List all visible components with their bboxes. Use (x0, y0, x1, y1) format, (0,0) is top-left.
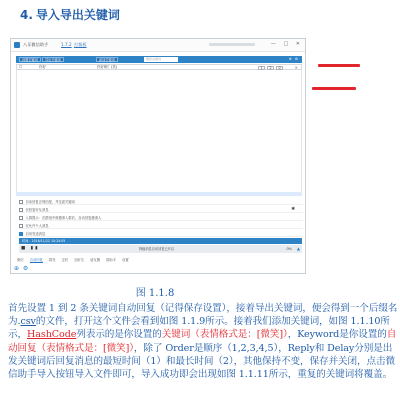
section-title: 导入导出关键词 (35, 8, 120, 22)
option-row[interactable] (19, 207, 303, 213)
tab-mass-send[interactable]: 群发 (48, 258, 56, 262)
app-title: 八乐微信助手 (23, 42, 49, 47)
row-checkbox-icon[interactable]: ☐ (19, 65, 23, 69)
keyword-toolbar (16, 56, 302, 63)
option-checkbox[interactable] (19, 208, 23, 212)
para-ext: csv (20, 316, 36, 328)
para-text: 的文件，打开这个文件会看到如图 1.1.9所示。接着我们添加关键词，如图 1.1.10所示， (8, 316, 390, 341)
title-user-info (209, 43, 255, 46)
para-text: ，Keyword是你设置的 (287, 329, 387, 341)
bottom-action-icons[interactable]: ⊕ ⚙ (14, 265, 30, 272)
option-checkbox[interactable] (19, 200, 23, 204)
bottom-tab-bar (17, 256, 303, 264)
app-screenshot (10, 38, 306, 274)
option-row[interactable] (19, 231, 303, 237)
row-reply: 你好啊！(笑) (97, 65, 118, 69)
option-row[interactable] (19, 215, 303, 221)
tab-settings[interactable]: 设置 (122, 258, 129, 262)
close-icon[interactable]: ✕ (295, 41, 303, 47)
para-text: 首先设置 1 到 2 条关键词自动回复（记得保存设置），接着导出关键词，便会得到一个后缀名为. (8, 303, 398, 328)
toolbar-action-icons[interactable]: ⊕ ⚙ (288, 57, 299, 61)
tab-schedule[interactable]: 定时 (61, 258, 69, 262)
para-text: ，除了 Order是顺序（1,2,3,4,5），Reply和 Delay分别是出发关键词后回复消息的最短时间（1）和最长时间（2），其他保持不变，保存并关闭，点击微信助手导入按钮导入文件即可，导入成功即会出现如图 1.1.11所示，重复的关键词将覆盖。 (8, 342, 395, 381)
figure-caption: 图 1.1.8 (135, 288, 175, 299)
row-reply-count-field[interactable]: 2 (267, 66, 274, 71)
player-status-text: 特输消息自动回复已开启 (139, 247, 175, 251)
tab-group-helper[interactable]: 群助手 (106, 258, 117, 262)
player-controls-icon[interactable]: ■ ▮▮ (21, 246, 40, 251)
option-checkbox[interactable] (19, 216, 23, 220)
set-keywords-button[interactable]: 设置关键词 (19, 57, 41, 62)
option-checkbox-checked[interactable] (19, 232, 23, 236)
row-delete-icon[interactable]: ✕ (294, 65, 298, 70)
maximize-icon[interactable]: □ (283, 41, 292, 47)
minimize-icon[interactable]: — (270, 41, 279, 47)
player-percent: 0% (286, 247, 292, 251)
row-delay-field[interactable]: 0 (276, 66, 283, 71)
app-titlebar (11, 39, 305, 52)
option-label: 入群提示：在群组中被邀请入群后，自动回复邀请人 (25, 216, 102, 220)
tab-moments[interactable]: 朋友圈 (90, 258, 101, 262)
option-row[interactable] (19, 223, 303, 229)
app-extra-link[interactable]: 打酱板 (74, 42, 87, 47)
window-controls (271, 41, 303, 47)
redaction-mark (312, 87, 356, 90)
para-auto-reply-label: 自动回复 (8, 329, 397, 354)
section-number: 4. (20, 8, 33, 22)
para-hashcode: HashCode (27, 329, 77, 341)
row-keyword: 你好 (39, 65, 46, 69)
para-text: 列表示的是你设置的 (76, 329, 162, 341)
tab-add-friend[interactable]: 加好友 (74, 258, 85, 262)
option-checkbox[interactable] (19, 224, 23, 228)
body-paragraph (8, 302, 398, 381)
tab-wechat[interactable]: 微信 (17, 258, 24, 262)
triangle-up-icon[interactable]: ▲ (296, 246, 300, 251)
export-keywords-button[interactable]: 导出关键词 (42, 57, 64, 62)
para-auto-reply-format: （表情格式是：[微笑]） (36, 342, 134, 354)
option-label: 仅允许个人消息 (25, 224, 49, 228)
option-label: 自动回复正则匹配，并过滤关键词 (25, 200, 75, 204)
redaction-mark (318, 64, 360, 67)
keyword-list-area (16, 70, 302, 192)
option-label: 启用发送消息 (25, 232, 46, 236)
app-logo-icon (14, 42, 20, 48)
row-order-field[interactable]: 1 (258, 66, 265, 71)
player-bar (19, 245, 302, 253)
date-status-bar: 时间：2016/11/22 10:24:05 (19, 238, 302, 244)
keyword-search-input[interactable]: 搜索关键词 (144, 57, 178, 62)
pin-icon[interactable]: ✱ (291, 207, 295, 212)
list-footer-bar (16, 192, 302, 196)
section-heading (20, 6, 120, 23)
add-keyword-button[interactable]: 添加关键词 (96, 57, 118, 62)
option-label: 仅回复好友消息 (25, 208, 49, 212)
app-version-link[interactable]: 1.7.2 (61, 42, 72, 47)
tab-auto-reply[interactable]: 自动回复 (29, 258, 43, 262)
para-keyword-label: 关键词 (161, 329, 191, 341)
option-row[interactable] (19, 199, 303, 205)
para-keyword-format: （表情格式是：[微笑]） (190, 329, 288, 341)
